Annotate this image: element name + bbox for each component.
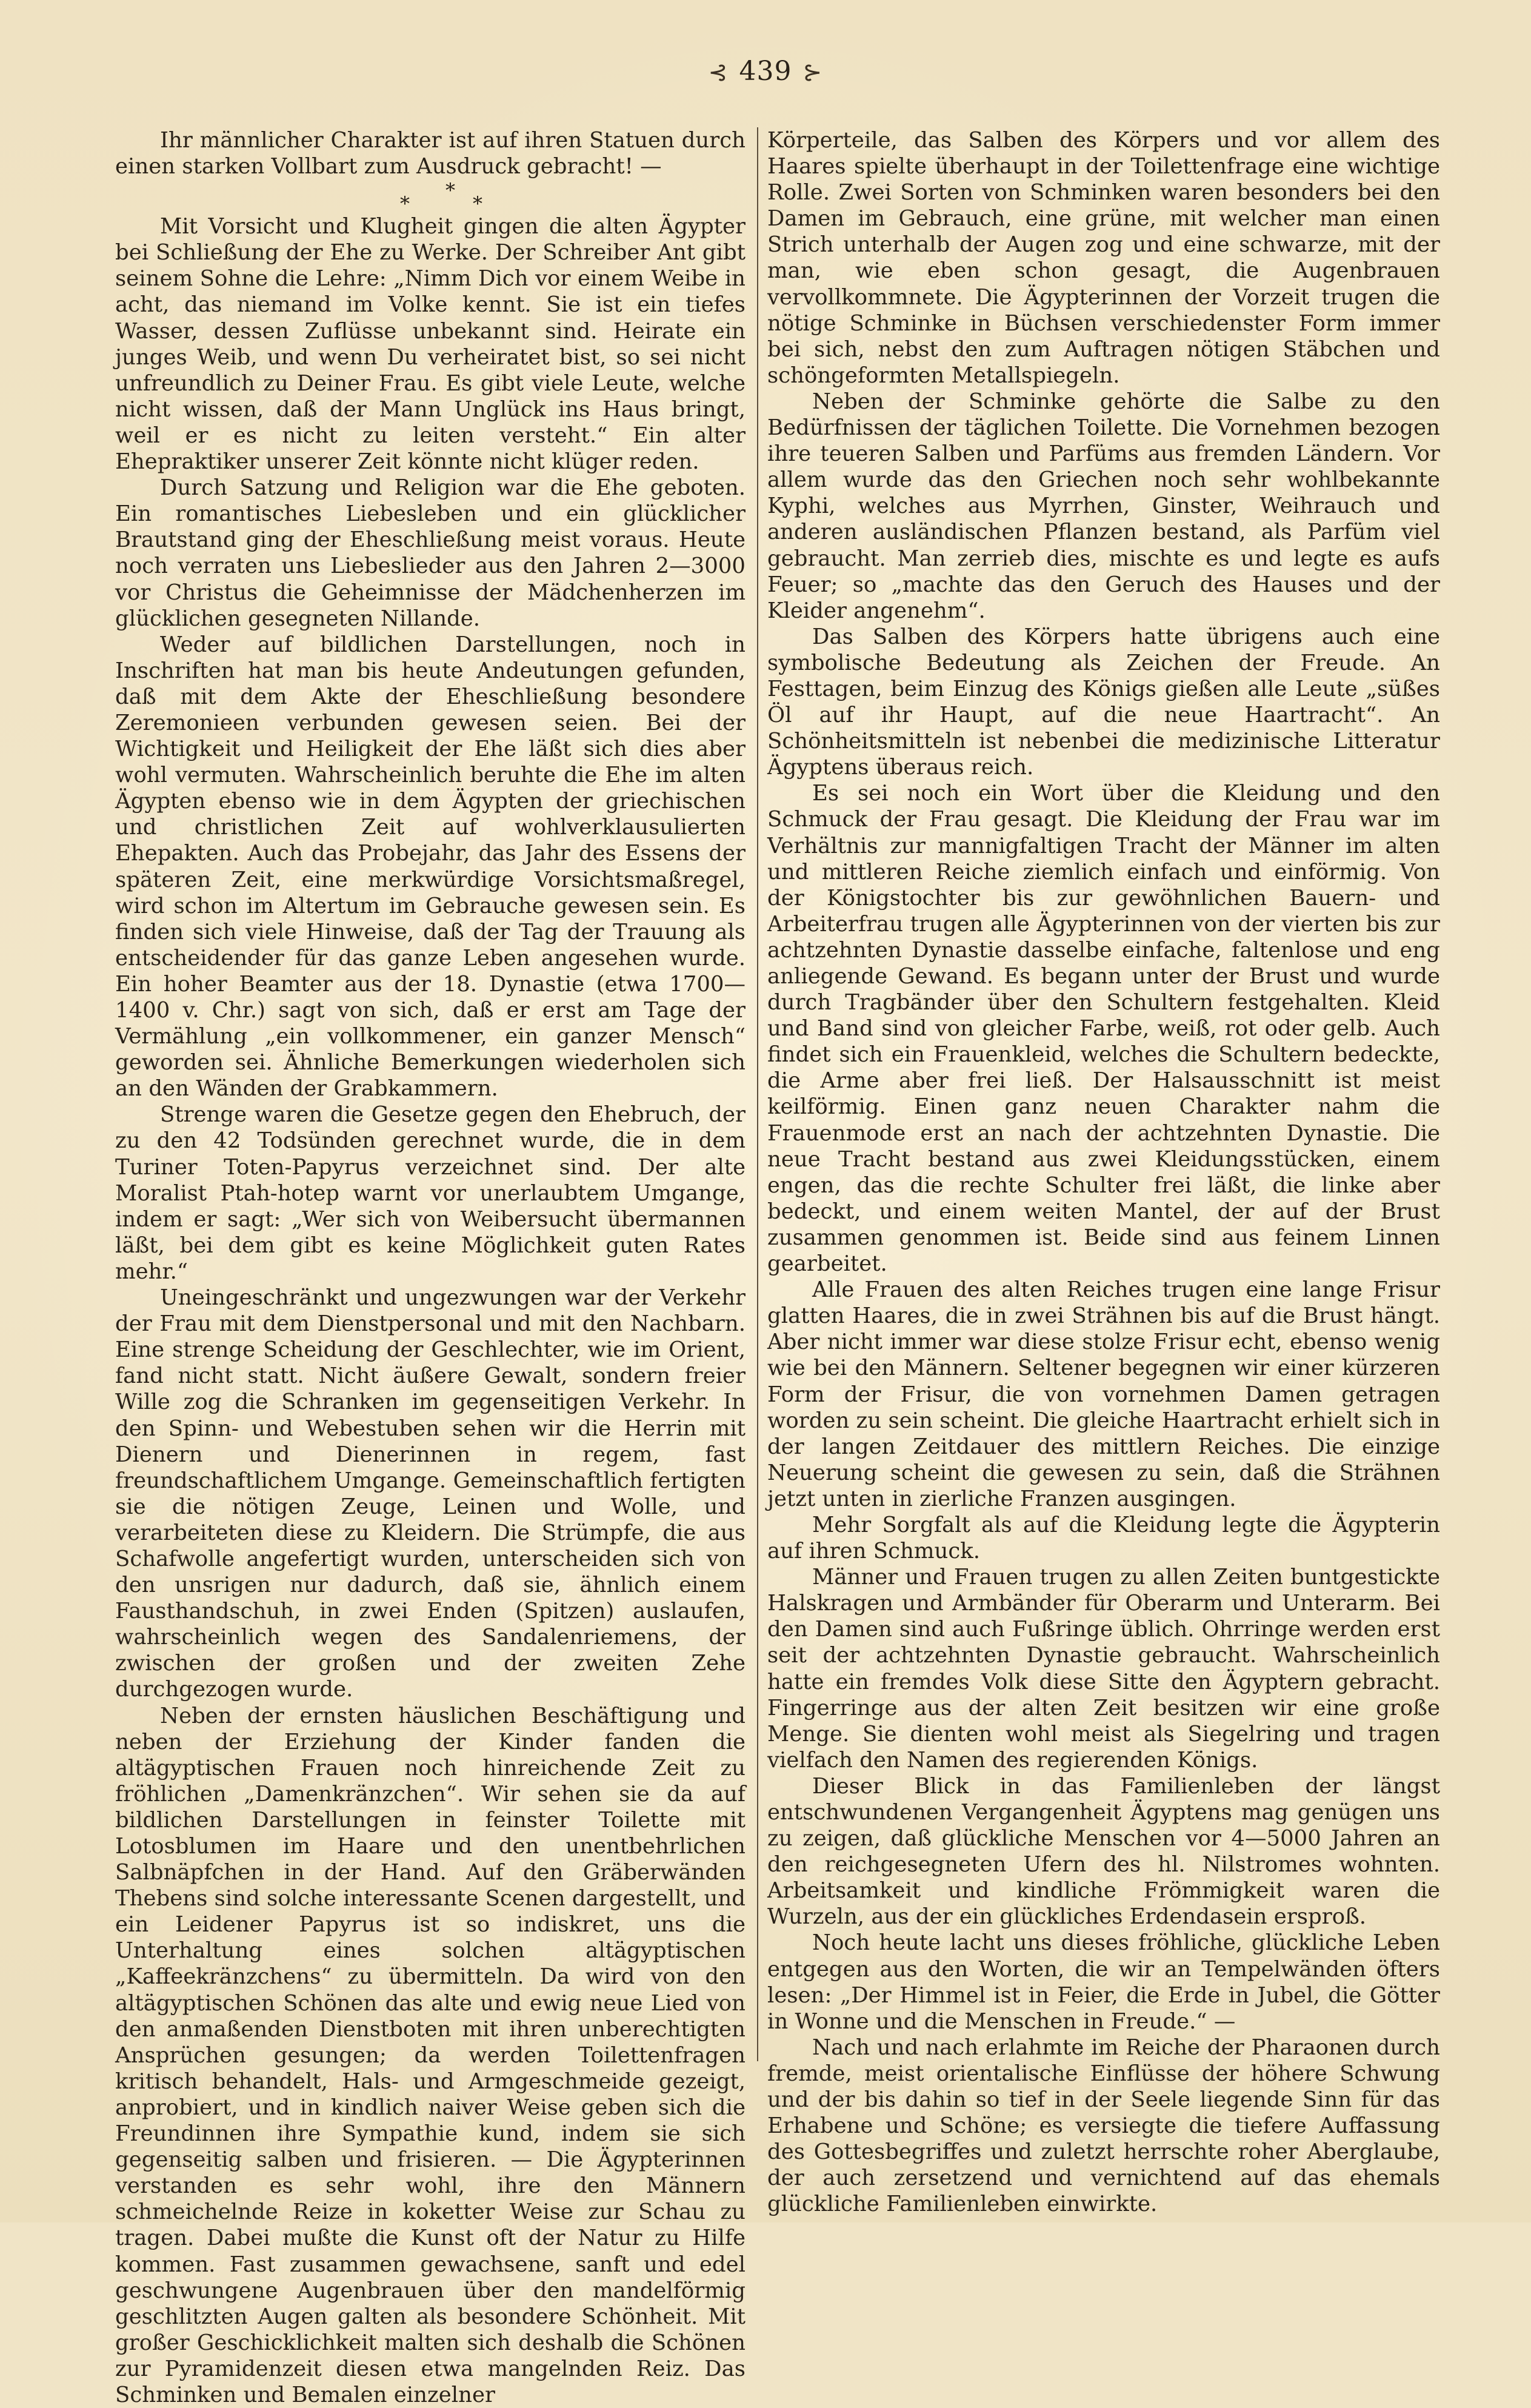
paragraph: Männer und Frauen trugen zu allen Zeiten buntgestickte Halskragen und Armbänder für Oberarm und Unterarm. Bei den Damen sind auch Fußringe üblich. Ohrringe werden erst seit der achtzehnten Dynastie gebraucht. Wahrscheinlich hatte ein fremdes Volk diese Sitte den Ägyptern gebracht. Fingerringe aus der alten Zeit besitzen wir eine große Menge. Sie dienten wohl meist als Siegelring und tragen vielfach den Namen des regierenden Königs. — [767, 1565, 1440, 1773]
left-column — [115, 127, 745, 2407]
paragraph: Das Salben des Körpers hatte übrigens auch eine symbolische Bedeutung als Zeichen der Freude. An Festtagen, beim Einzug des Königs gießen alle Leute „süßes Öl auf ihr Haupt, auf die neue Haartracht“. An Schönheitsmitteln ist nebenbei die medizinische Litteratur Ägyptens überaus reich. — [767, 624, 1440, 780]
paragraph: Ihr männlicher Charakter ist auf ihren Statuen durch einen starken Vollbart zum Ausdruck gebracht! — — [115, 128, 745, 179]
paragraph: Alle Frauen des alten Reiches trugen eine lange Frisur glatten Haares, die in zwei Strähnen bis auf die Brust hängt. Aber nicht immer war diese stolze Frisur echt, ebenso wenig wie bei den Männern. Seltener begegnen wir einer kürzeren Form der Frisur, die von vornehmen Damen getragen worden zu sein scheint. Die gleiche Haartracht erhielt sich in der langen Zeitdauer des mittlern Reiches. Die einzige Neuerung scheint die gewesen zu sein, daß die Strähnen jetzt unten in zierliche Franzen ausgingen. — [767, 1277, 1440, 1511]
paragraph: Weder auf bildlichen Darstellungen, noch in Inschriften hat man bis heute Andeutungen gefunden, daß mit dem Akte der Eheschließung besondere Zeremonieen verbunden gewesen seien. Bei der Wichtigkeit und Heiligkeit der Ehe läßt sich dies aber wohl vermuten. Wahrscheinlich beruhte die Ehe im alten Ägypten ebenso wie in dem Ägypten der griechischen und christlichen Zeit auf wohlverklausulierten Ehepakten. Auch das Probejahr, das Jahr des Essens der späteren Zeit, eine merkwürdige Vorsichtsmaßregel, wird schon im Altertum im Gebrauche gewesen sein. Es finden sich viele Hinweise, daß der Tag der Trauung als entscheidender für das ganze Leben angesehen wurde. Ein hoher Beamter aus der 18. Dynastie (etwa 1700—1400 v. Chr.) sagt von sich, daß er erst am Tage der Vermählung „ein vollkommener, ein ganzer Mensch“ geworden sei. Ähnliche Bemerkungen wiederholen sich an den Wänden der Grabkammern. — [115, 632, 745, 1102]
paragraph: Neben der Schminke gehörte die Salbe zu den Bedürfnissen der täglichen Toilette. Die Vornehmen bezogen ihre teueren Salben und Parfüms aus fremden Ländern. Vor allem wurde das den Griechen noch sehr wohlbekannte Kyphi, welches aus Myrrhen, Ginster, Weihrauch und anderen ausländischen Pflanzen bestand, als Parfüm viel gebraucht. Man zerrieb dies, mischte es und legte es aufs Feuer; so „machte das den Geruch des Hauses und der Kleider angenehm“. — [767, 389, 1440, 623]
paragraph: Strenge waren die Gesetze gegen den Ehebruch, der zu den 42 Todsünden gerechnet wurde, die in dem Turiner Toten-Papyrus verzeichnet sind. Der alte Moralist Ptah-hotep warnt vor unerlaubtem Umgange, indem er sagt: „Wer sich von Weibersucht übermannen läßt, bei dem gibt es keine Möglichkeit guten Rates mehr.“ — [115, 1102, 745, 1284]
paragraph: Nach und nach erlahmte im Reiche der Pharaonen durch fremde, meist orientalische Einflüsse der höhere Schwung und der bis dahin so tief in der Seele liegende Sinn für das Erhabene und Schöne; es versiegte die tiefere Auffassung des Gottesbegriffes und zuletzt herrschte roher Aberglaube, der auch zersetzend und vernichtend auf das ehemals glückliche Familienleben einwirkte. — [767, 2035, 1440, 2217]
column-divider — [757, 127, 758, 2061]
star-mark: * — [445, 179, 455, 202]
ornament-right-icon: ⊱ — [802, 59, 823, 85]
paragraph: Es sei noch ein Wort über die Kleidung und den Schmuck der Frau gesagt. Die Kleidung der Frau war im Verhältnis zur mannigfaltigen Tracht der Männer im alten und mittleren Reiche ziemlich einfach und einförmig. Von der Königstochter bis zur gewöhnlichen Bauern- und Arbeiterfrau trugen alle Ägypterinnen von der vierten bis zur achtzehnten Dynastie dasselbe einfache, faltenlose und eng anliegende Gewand. Es begann unter der Brust und wurde durch Tragbänder über den Schultern festgehalten. Kleid und Band sind von gleicher Farbe, weiß, rot oder gelb. Auch findet sich ein Frauenkleid, welches die Schultern bedeckte, die Arme aber frei ließ. Der Halsausschnitt ist meist keilförmig. Einen ganz neuen Charakter nahm die Frauenmode erst an nach der achtzehnten Dynastie. Die neue Tracht bestand aus zwei Kleidungsstücken, einem engen, das die rechte Schulter frei läßt, die linke aber bedeckt, und einem weiten Mantel, der auf der Brust zusammen genommen ist. Beide sind aus feinem Linnen gearbeitet. — [767, 781, 1440, 1277]
paragraph: Dieser Blick in das Familienleben der längst entschwundenen Vergangenheit Ägyptens mag genügen uns zu zeigen, daß glückliche Menschen vor 4—5000 Jahren an den reichgesegneten Ufern des hl. Nilstromes wohnten. Arbeitsamkeit und kindliche Frömmigkeit waren die Wurzeln, aus der ein glückliches Erdendasein ersproß. — [767, 1773, 1440, 1930]
paragraph: Uneingeschränkt und ungezwungen war der Verkehr der Frau mit dem Dienstpersonal und mit den Nachbarn. Eine strenge Scheidung der Geschlechter, wie im Orient, fand nicht statt. Nicht äußere Gewalt, sondern freier Wille zog die Schranken im gegenseitigen Verkehr. In den Spinn- und Webestuben sehen wir die Herrin mit Dienern und Dienerinnen in regem, fast freundschaftlichem Umgange. Gemeinschaftlich fertigten sie die nötigen Zeuge, Leinen und Wolle, und verarbeiteten diese zu Kleidern. Die Strümpfe, die aus Schafwolle angefertigt wurden, unterscheiden sich von den unsrigen nur dadurch, daß sie, ähnlich einem Fausthandschuh, in zwei Enden (Spitzen) auslaufen, wahrscheinlich wegen des Sandalenriemens, der zwischen der großen und der zweiten Zehe durchgezogen wurde. — [115, 1285, 745, 1702]
paragraph: Mit Vorsicht und Klugheit gingen die alten Ägypter bei Schließung der Ehe zu Werke. Der Schreiber Ant gibt seinem Sohne die Lehre: „Nimm Dich vor einem Weibe in acht, das niemand im Volke kennt. Sie ist ein tiefes Wasser, dessen Zuflüsse unbekannt sind. Heirate ein junges Weib, und wenn Du verheiratet bist, so sei nicht unfreundlich zu Deiner Frau. Es gibt viele Leute, welche nicht wissen, daß der Mann Unglück ins Haus bringt, weil er es nicht zu leiten versteht.“ Ein alter Ehepraktiker unserer Zeit könnte nicht klüger reden. — [115, 214, 745, 475]
paragraph: Körperteile, das Salben des Körpers und vor allem des Haares spielte überhaupt in der Toilettenfrage eine wichtige Rolle. Zwei Sorten von Schminken waren besonders bei den Damen im Gebrauch, eine grüne, mit welcher man einen Strich unterhalb der Augen zog und eine schwarze, mit der man, wie eben schon gesagt, die Augenbrauen vervollkommnete. Die Ägypterinnen der Vorzeit trugen die nötige Schminke in Büchsen verschiedenster Form immer bei sich, nebst den zum Auftragen nötigen Stäbchen und schöngeformten Metallspiegeln. — [767, 128, 1440, 388]
paragraph: Noch heute lacht uns dieses fröhliche, glückliche Leben entgegen aus den Worten, die wir an Tempelwänden öfters lesen: „Der Himmel ist in Feier, die Erde in Jubel, die Götter in Wonne und die Menschen in Freude.“ — — [767, 1930, 1440, 2034]
page-header — [0, 56, 1531, 88]
star-mark: * — [473, 192, 482, 216]
page-number: 439 — [739, 56, 792, 87]
paragraph: Durch Satzung und Religion war die Ehe geboten. Ein romantisches Liebesleben und ein glücklicher Brautstand ging der Eheschließung meist voraus. Heute noch verraten uns Liebeslieder aus den Jahren 2—3000 vor Christus die Geheimnisse der Mädchenherzen im glücklichen gesegneten Nillande. — [115, 475, 745, 631]
paragraph: Mehr Sorgfalt als auf die Kleidung legte die Ägypterin auf ihren Schmuck. — [767, 1512, 1440, 1564]
star-mark: * — [400, 192, 410, 216]
section-divider — [115, 179, 745, 216]
paragraph: Neben der ernsten häuslichen Beschäftigung und neben der Erziehung der Kinder fanden die altägyptischen Frauen noch hinreichende Zeit zu fröhlichen „Damenkränzchen“. Wir sehen sie da auf bildlichen Darstellungen in feinster Toilette mit Lotosblumen im Haare und den unentbehrlichen Salbnäpfchen in der Hand. Auf den Gräberwänden Thebens sind solche interessante Scenen dargestellt, und ein Leidener Papyrus ist so indiskret, uns die Unterhaltung eines solchen altägyptischen „Kaffeekränzchens“ zu übermitteln. Da wird von den altägyptischen Schönen das alte und ewig neue Lied von den anmaßenden Dienstboten mit ihren unberechtigten Ansprüchen gesungen; da werden Toilettenfragen kritisch behandelt, Hals- und Armgeschmeide gezeigt, anprobiert, und in kindlich naiver Weise geben sich die Freundinnen ihre Sympathie kund, indem sie sich gegenseitig salben und frisieren. — Die Ägypterinnen verstanden es sehr wohl, ihre den Männern schmeichelnde Reize in koketter Weise zur Schau zu tragen. Dabei mußte die Kunst oft der Natur zu Hilfe kommen. Fast zusammen gewachsene, sanft und edel geschwungene Augenbrauen über den mandelförmig geschlitzten Augen galten als besondere Schönheit. Mit großer Geschicklichkeit malten sich deshalb die Schönen zur Pyramidenzeit diesen etwa mangelnden Reiz. Das Schminken und Bemalen einzelner — [115, 1703, 745, 2407]
right-column — [767, 127, 1440, 2217]
ornament-left-icon: ⊰ — [708, 59, 729, 85]
